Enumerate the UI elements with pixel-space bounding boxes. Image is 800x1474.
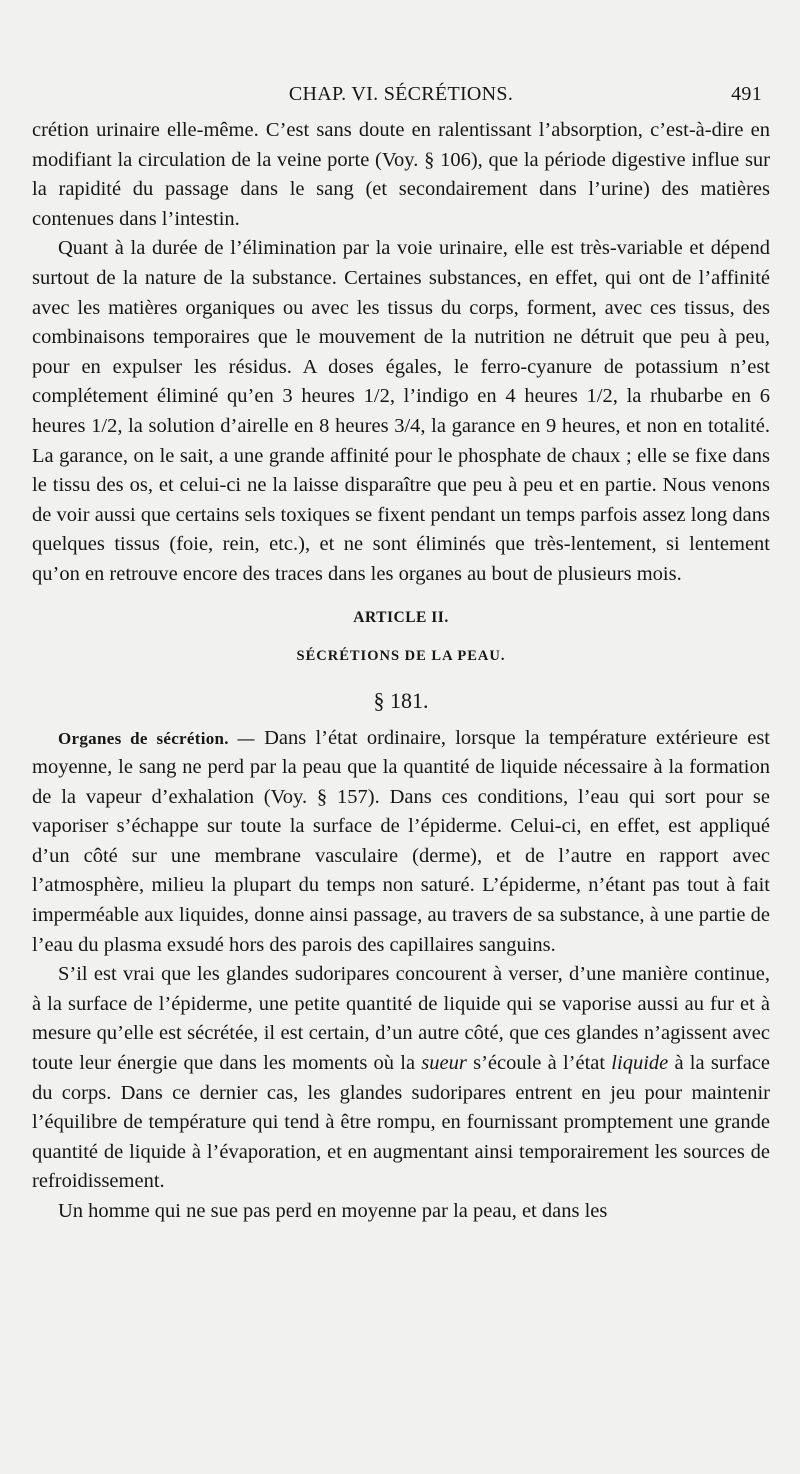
italic-term-liquide: liquide [611, 1052, 669, 1075]
text-run: s’écoule à l’état [466, 1052, 612, 1075]
article-heading: ARTICLE II. [353, 608, 449, 626]
italic-term-sueur: sueur [421, 1052, 467, 1075]
paragraph-sweat-glands [32, 960, 770, 1197]
page-number: 491 [731, 83, 762, 105]
section-heading: SÉCRÉTIONS DE LA PEAU. [296, 647, 506, 664]
paragraph-lead: Organes de sécrétion. — [58, 728, 255, 748]
paragraph-continued: crétion urinaire elle-même. C’est sans doute en ralentissant l’absorption, c’est-à-dire en modifiant la circulation de la veine porte (Voy. § 106), que la période digestive influe sur la rapidité du passage dans le sang (et secondairement dans l’urine) des matières contenues dans l’intestin. [32, 119, 770, 230]
text-run: à la surface du corps. Dans ce dernier cas, les glandes sudoripares entrent en jeu pour maintenir l’équilibre de température qui tend à être rompu, en fournissant promptement une grande quantité de liquide à l’évaporation, et en augmentant ainsi temporairement les sources de refroidissement. [32, 1052, 770, 1193]
text-run: S’il est vrai que les glandes sudoripares concourent à verser, d’une manière continue, à la surface de l’épiderme, une petite quantité de liquide qui se vaporise aussi au fur et à mesure qu’elle est sécrétée, il est certain, d’un autre côté, que ces glandes n’agissent avec toute leur énergie que dans les moments où la [32, 963, 770, 1075]
paragraph-elimination-duration: Quant à la durée de l’élimination par la voie urinaire, elle est très-variable et dépend surtout de la nature de la substance. Certaines substances, en effet, qui ont de l’affinité avec les matières organiques ou avec les tissus du corps, forment, avec ces tissus, des combinaisons temporaires que le mouvement de la nutrition ne détruit que peu à peu, pour en expulser les résidus. A doses égales, le ferro-cyanure de potassium n’est complétement éliminé qu’en 3 heures 1/2, l’indigo en 4 heures 1/2, la rhubarbe en 6 heures 1/2, la solution d’airelle en 8 heures 3/4, la garance en 9 heures, et non en totalité. La garance, on le sait, a une grande affinité pour le phosphate de chaux ; elle se fixe dans le tissu des os, et celui-ci ne la laisse disparaître que peu à peu et en partie. Nous venons de voir aussi que certains sels toxiques se fixent pendant un temps parfois assez long dans quelques tissus (foie, rein, etc.), et ne sont éliminés que très-lentement, si lentement qu’on en retrouve encore des traces dans les organes au bout de plusieurs mois. [32, 237, 770, 585]
chapter-title: CHAP. VI. SÉCRÉTIONS. [288, 83, 514, 105]
paragraph-last-line: Un homme qui ne sue pas perd en moyenne par la peau, et dans les [58, 1200, 608, 1222]
running-head [32, 80, 770, 110]
paragraph-organs [32, 724, 770, 961]
paragraph-organs-text: Dans l’état ordinaire, lorsque la température extérieure est moyenne, le sang ne perd par la peau que la quantité de liquide nécessaire à la formation de la vapeur d’exhalation (Voy. § 157). Dans ces conditions, l’eau qui sort pour se vaporiser s’échappe sur toute la surface de l’épiderme. Celui-ci, en effet, est appliqué d’un côté sur une membrane vasculaire (derme), et de l’autre en rapport avec l’atmosphère, milieu la plupart du temps non saturé. L’épiderme, n’étant pas tout à fait imperméable aux liquides, donne ainsi passage, au travers de sa substance, à une partie de l’eau du plasma exsudé hors des parois des capillaires sanguins. [32, 726, 770, 956]
paragraph-number: § 181. [373, 687, 429, 713]
